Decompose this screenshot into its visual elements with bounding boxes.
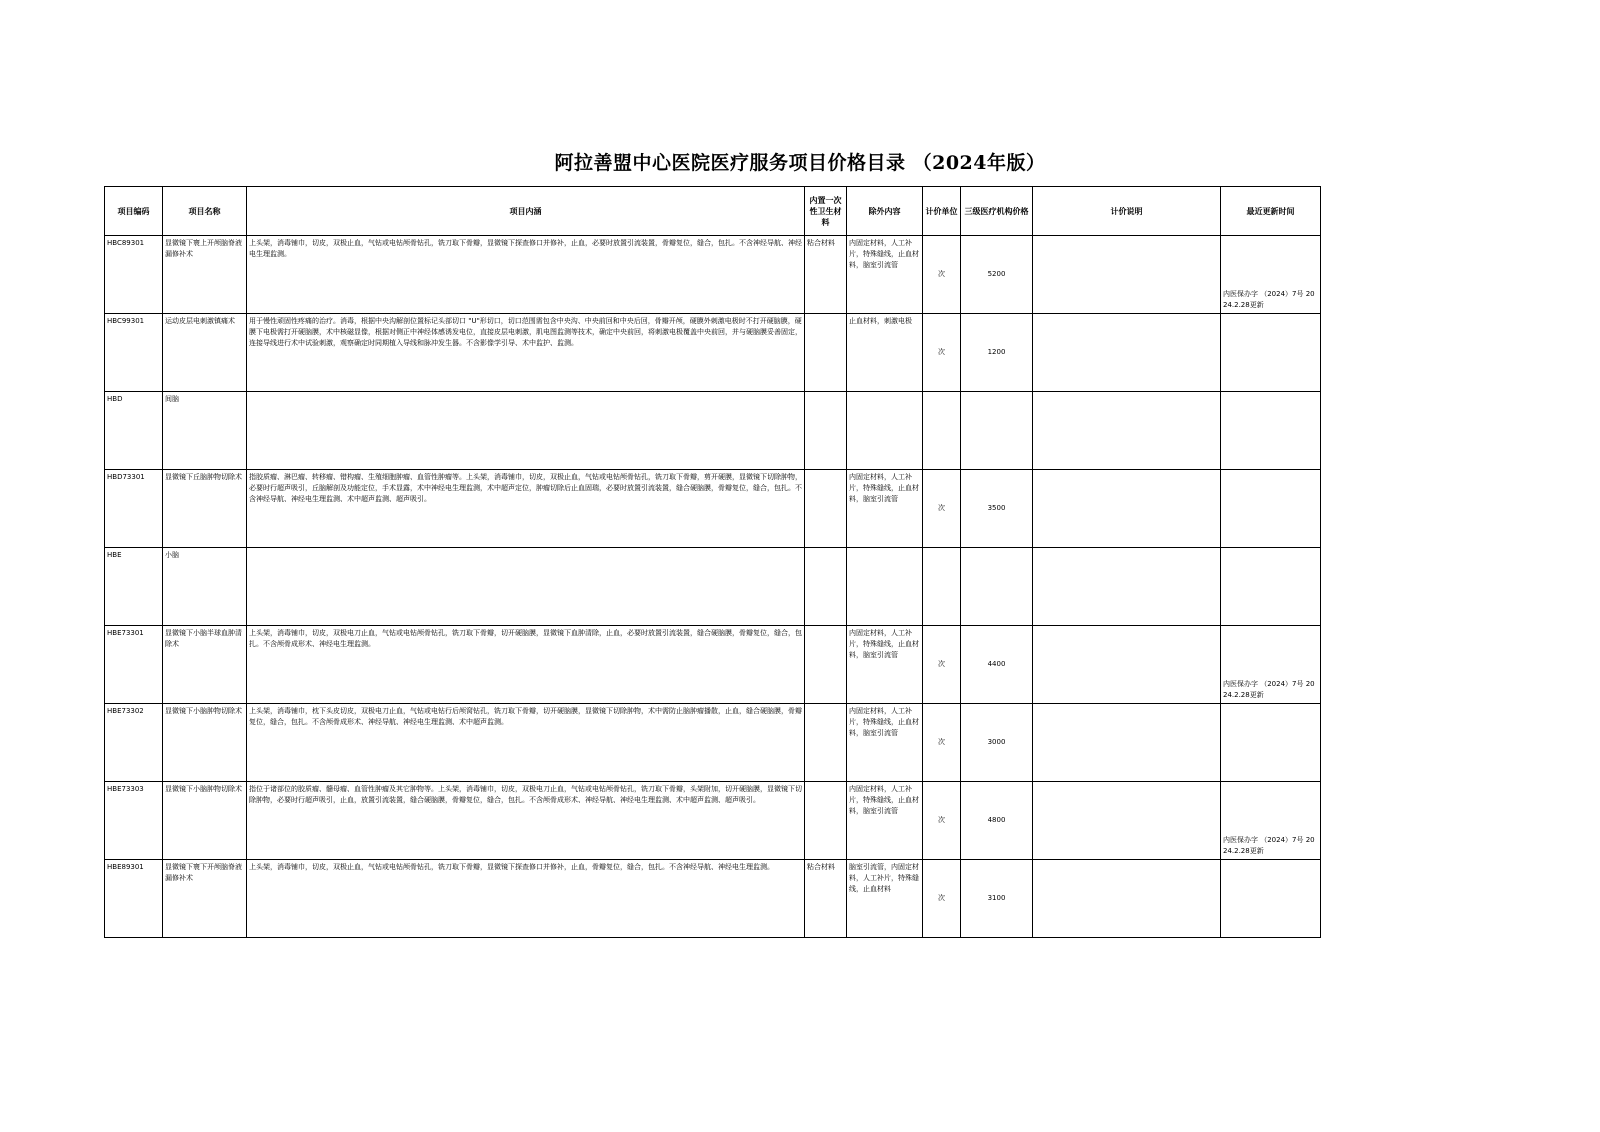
cell-price: 3000 [961, 704, 1033, 782]
cell-code: HBE89301 [105, 860, 163, 938]
cell-material [805, 392, 847, 470]
cell-price [961, 392, 1033, 470]
table-row [105, 704, 1321, 782]
table-row [105, 470, 1321, 548]
cell-price: 3500 [961, 470, 1033, 548]
cell-excluded: 内固定材料，人工补片，特殊缝线，止血材料，脑室引流管 [847, 782, 923, 860]
cell-unit: 次 [923, 782, 961, 860]
price-table [104, 186, 1321, 938]
cell-unit: 次 [923, 704, 961, 782]
cell-price: 4400 [961, 626, 1033, 704]
table-row [105, 548, 1321, 626]
cell-excluded: 内固定材料，人工补片，特殊缝线，止血材料，脑室引流管 [847, 626, 923, 704]
cell-name: 显微镜下寰下开颅脑脊液漏修补术 [163, 860, 247, 938]
table-row [105, 236, 1321, 314]
header-updated: 最近更新时间 [1221, 187, 1321, 236]
cell-price: 1200 [961, 314, 1033, 392]
cell-code: HBC89301 [105, 236, 163, 314]
cell-unit: 次 [923, 314, 961, 392]
cell-content: 上头架，消毒铺巾，切皮，双极电刀止血，气钻或电钻颅骨钻孔，铣刀取下骨瓣，切开硬脑膜，显微镜下血肿清除，止血，必要时放置引流装置，缝合硬脑膜，骨瓣复位，缝合，包扎。不含颅骨成形术、神经电生理监测。 [247, 626, 805, 704]
cell-content [247, 548, 805, 626]
header-note: 计价说明 [1033, 187, 1221, 236]
cell-note [1033, 704, 1221, 782]
cell-code: HBD73301 [105, 470, 163, 548]
cell-content: 上头架，消毒铺巾，切皮，双极止血，气钻或电钻颅骨钻孔，铣刀取下骨瓣，显微镜下探查修口并修补，止血，必要时放置引流装置，骨瓣复位，缝合，包扎。不含神经导航、神经电生理监测。 [247, 236, 805, 314]
cell-note [1033, 236, 1221, 314]
cell-name: 显微镜下小脑半球血肿清除术 [163, 626, 247, 704]
cell-note [1033, 470, 1221, 548]
cell-excluded: 内固定材料，人工补片，特殊缝线，止血材料，脑室引流管 [847, 704, 923, 782]
cell-updated [1221, 704, 1321, 782]
cell-name: 小脑 [163, 548, 247, 626]
table-row [105, 392, 1321, 470]
cell-name: 显微镜下小脑肿物切除术 [163, 782, 247, 860]
cell-content: 上头架，消毒铺巾，切皮，双极止血，气钻或电钻颅骨钻孔，铣刀取下骨瓣，显微镜下探查修口并修补，止血，骨瓣复位，缝合，包扎。不含神经导航、神经电生理监测。 [247, 860, 805, 938]
cell-name: 运动皮层电刺激镇痛术 [163, 314, 247, 392]
cell-unit: 次 [923, 236, 961, 314]
header-unit: 计价单位 [923, 187, 961, 236]
cell-excluded: 内固定材料，人工补片，特殊缝线，止血材料，脑室引流管 [847, 470, 923, 548]
cell-price [961, 548, 1033, 626]
cell-excluded [847, 548, 923, 626]
cell-excluded: 止血材料，刺激电极 [847, 314, 923, 392]
cell-content: 指位于诸部位的胶质瘤、髓母瘤、血管性肿瘤及其它肿物等。上头架，消毒铺巾，切皮，双极电刀止血，气钻或电钻颅骨钻孔，铣刀取下骨瓣，头架附加，切开硬脑膜，显微镜下切除肿物，必要时行超声吸引，止血，放置引流装置，缝合硬脑膜，骨瓣复位，缝合，包扎。不含颅骨成形术、神经导航、神经电生理监测、术中超声监测、超声吸引。 [247, 782, 805, 860]
cell-code: HBE73302 [105, 704, 163, 782]
cell-price: 5200 [961, 236, 1033, 314]
cell-unit: 次 [923, 860, 961, 938]
cell-content: 用于慢性顽固性疼痛的治疗。消毒，根据中央沟解剖位置标记头部切口 "U"形切口，切口范围需包含中央沟、中央前回和中央后回，骨瓣开颅，硬膜外刺激电极时不打开硬脑膜，硬膜下电极需打开硬脑膜，术中核磁显像，根据对侧正中神经体感诱发电位，直接皮层电刺激，肌电图监测等技术，确定中央前回，将刺激电极覆盖中央前回，并与硬脑膜妥善固定，连接导线进行术中试验刺激，观察确定时同期植入导线和脉冲发生器。不含影像学引导、术中监护、监测。 [247, 314, 805, 392]
cell-name: 显微镜下丘脑肿物切除术 [163, 470, 247, 548]
cell-code: HBE73301 [105, 626, 163, 704]
cell-unit [923, 548, 961, 626]
cell-unit: 次 [923, 626, 961, 704]
cell-updated: 内医保办字 （2024）7号 2024.2.28更新 [1221, 236, 1321, 314]
cell-note [1033, 392, 1221, 470]
cell-code: HBC99301 [105, 314, 163, 392]
cell-note [1033, 548, 1221, 626]
cell-material [805, 314, 847, 392]
cell-updated: 内医保办字 （2024）7号 2024.2.28更新 [1221, 782, 1321, 860]
cell-code: HBE73303 [105, 782, 163, 860]
table-header [105, 187, 1321, 236]
cell-name: 显微镜下小脑肿物切除术 [163, 704, 247, 782]
cell-excluded: 内固定材料，人工补片，特殊缝线，止血材料，脑室引流管 [847, 236, 923, 314]
header-name: 项目名称 [163, 187, 247, 236]
cell-updated [1221, 470, 1321, 548]
cell-material: 粘合材料 [805, 860, 847, 938]
cell-note [1033, 626, 1221, 704]
table-row [105, 782, 1321, 860]
cell-material [805, 470, 847, 548]
table-row [105, 314, 1321, 392]
cell-excluded [847, 392, 923, 470]
cell-updated [1221, 548, 1321, 626]
header-row [105, 187, 1321, 236]
cell-updated [1221, 860, 1321, 938]
table-row [105, 860, 1321, 938]
cell-updated [1221, 314, 1321, 392]
cell-excluded: 脑室引流管，内固定材料，人工补片，特殊缝线，止血材料 [847, 860, 923, 938]
cell-price: 3100 [961, 860, 1033, 938]
cell-name: 显微镜下寰上开颅脑脊液漏修补术 [163, 236, 247, 314]
cell-material [805, 626, 847, 704]
cell-code: HBE [105, 548, 163, 626]
cell-updated [1221, 392, 1321, 470]
cell-material: 粘合材料 [805, 236, 847, 314]
cell-note [1033, 860, 1221, 938]
cell-code: HBD [105, 392, 163, 470]
cell-content [247, 392, 805, 470]
cell-name: 间脑 [163, 392, 247, 470]
cell-content: 指胶质瘤、淋巴瘤、转移瘤、错构瘤、生殖细胞肿瘤、血管性肿瘤等。上头架，消毒铺巾，切皮，双极止血，气钻或电钻颅骨钻孔，铣刀取下骨瓣，剪开硬膜，显微镜下切除肿物，必要时行超声吸引，丘脑解剖及功能定位，手术显露，术中神经电生理监测，术中超声定位，肿瘤切除后止血固瑞，必要时放置引流装置，缝合硬脑膜，骨瓣复位，缝合，包扎。不含神经导航、神经电生理监测、术中超声监测、超声吸引。 [247, 470, 805, 548]
header-code: 项目编码 [105, 187, 163, 236]
cell-price: 4800 [961, 782, 1033, 860]
header-price: 三级医疗机构价格 [961, 187, 1033, 236]
cell-unit [923, 392, 961, 470]
table-row [105, 626, 1321, 704]
cell-material [805, 782, 847, 860]
cell-note [1033, 314, 1221, 392]
cell-content: 上头架，消毒铺巾，枕下头皮切皮，双极电刀止血，气钻或电钻行后颅窝钻孔，铣刀取下骨瓣，切开硬脑膜，显微镜下切除肿物，术中需防止脑肿瘤播散，止血，缝合硬脑膜，骨瓣复位，缝合，包扎。不含颅骨成形术、神经导航、神经电生理监测、术中超声监测。 [247, 704, 805, 782]
cell-updated: 内医保办字 （2024）7号 2024.2.28更新 [1221, 626, 1321, 704]
header-excluded: 除外内容 [847, 187, 923, 236]
header-content: 项目内涵 [247, 187, 805, 236]
cell-material [805, 704, 847, 782]
table-body [105, 236, 1321, 938]
page-title: 阿拉善盟中心医院医疗服务项目价格目录 （2024年版） [554, 152, 1046, 174]
cell-material [805, 548, 847, 626]
cell-unit: 次 [923, 470, 961, 548]
cell-note [1033, 782, 1221, 860]
header-material: 内置一次性卫生材料 [805, 187, 847, 236]
